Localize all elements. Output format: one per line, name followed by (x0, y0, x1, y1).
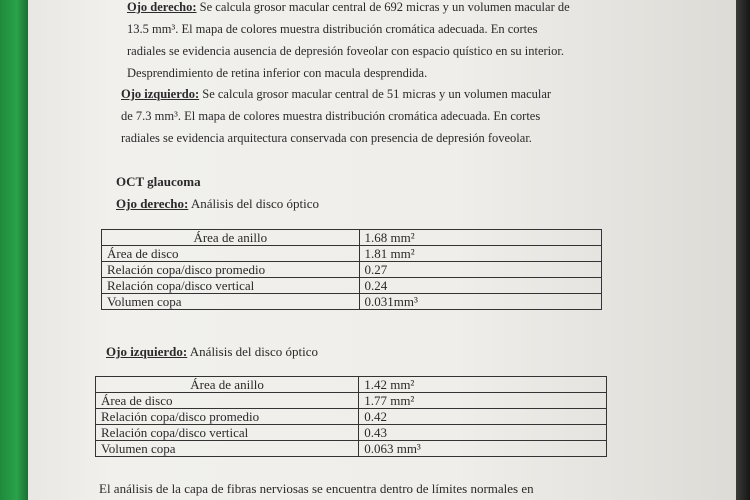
oi-label: Ojo izquierdo: (121, 87, 200, 101)
table-row (102, 294, 602, 310)
table-row (96, 393, 607, 409)
od-label: Ojo derecho: (127, 0, 197, 14)
oi-disc-title: Análisis del disco óptico (187, 344, 318, 359)
parameter-value-cell: 1.42 mm² (359, 377, 607, 393)
od-line-2: 13.5 mm³. El mapa de colores muestra distribución cromática adecuada. En cortes (127, 22, 538, 36)
parameter-value-cell: 0.27 (359, 262, 601, 278)
od-disc-subheading (116, 196, 319, 212)
parameter-name-cell: Área de disco (102, 246, 360, 262)
oi-line-3: radiales se evidencia arquitectura conservada con presencia de depresión foveolar. (121, 131, 532, 145)
parameter-value-cell: 0.063 mm³ (359, 441, 607, 457)
oi-line-1: Se calcula grosor macular central de 51 micras y un volumen macular (199, 87, 552, 101)
table-row (96, 441, 607, 457)
table-row (102, 278, 602, 294)
parameter-value-cell: 1.77 mm² (359, 393, 607, 409)
od-macular-paragraph (127, 0, 597, 84)
parameter-name-cell: Área de disco (96, 393, 359, 409)
parameter-name-cell: Relación copa/disco vertical (102, 278, 360, 294)
od-disc-title: Análisis del disco óptico (188, 196, 320, 211)
parameter-name-cell: Relación copa/disco vertical (96, 425, 359, 441)
parameter-value-cell: 0.42 (359, 409, 607, 425)
footer-paragraph: El análisis de la capa de fibras nerviosas se encuentra dentro de límites normales en (99, 481, 534, 496)
od-line-4: Desprendimiento de retina inferior con macula desprendida. (127, 66, 428, 80)
dark-background-edge (736, 0, 750, 500)
od-disc-label: Ojo derecho: (116, 196, 189, 211)
od-disc-table (101, 229, 602, 310)
od-line-1: Se calcula grosor macular central de 692 micras y un volumen macular de (196, 0, 570, 14)
table-row (96, 425, 607, 441)
oct-glaucoma-heading: OCT glaucoma (116, 174, 201, 189)
od-line-3: radiales se evidencia ausencia de depresión foveolar con espacio quístico en su interior. (127, 44, 564, 58)
parameter-name-cell: Área de anillo (96, 377, 359, 393)
oi-disc-subheading (106, 344, 318, 360)
parameter-value-cell: 0.031mm³ (359, 294, 601, 310)
table-row (102, 246, 602, 262)
table-row (96, 377, 607, 393)
parameter-value-cell: 1.68 mm² (359, 230, 601, 246)
parameter-value-cell: 0.43 (359, 425, 607, 441)
oi-line-2: de 7.3 mm³. El mapa de colores muestra distribución cromática adecuada. En cortes (121, 109, 541, 123)
parameter-value-cell: 1.81 mm² (359, 246, 601, 262)
parameter-value-cell: 0.24 (359, 278, 601, 294)
parameter-name-cell: Volumen copa (96, 441, 359, 457)
table-row (96, 409, 607, 425)
green-binder-strip (0, 0, 28, 500)
parameter-name-cell: Relación copa/disco promedio (96, 409, 359, 425)
parameter-name-cell: Área de anillo (102, 230, 360, 246)
oi-macular-paragraph (121, 83, 596, 149)
oi-disc-table (95, 376, 607, 457)
table-row (102, 262, 602, 278)
parameter-name-cell: Volumen copa (102, 294, 360, 310)
parameter-name-cell: Relación copa/disco promedio (102, 262, 360, 278)
oi-disc-label: Ojo izquierdo: (106, 344, 188, 359)
table-row (102, 230, 602, 246)
